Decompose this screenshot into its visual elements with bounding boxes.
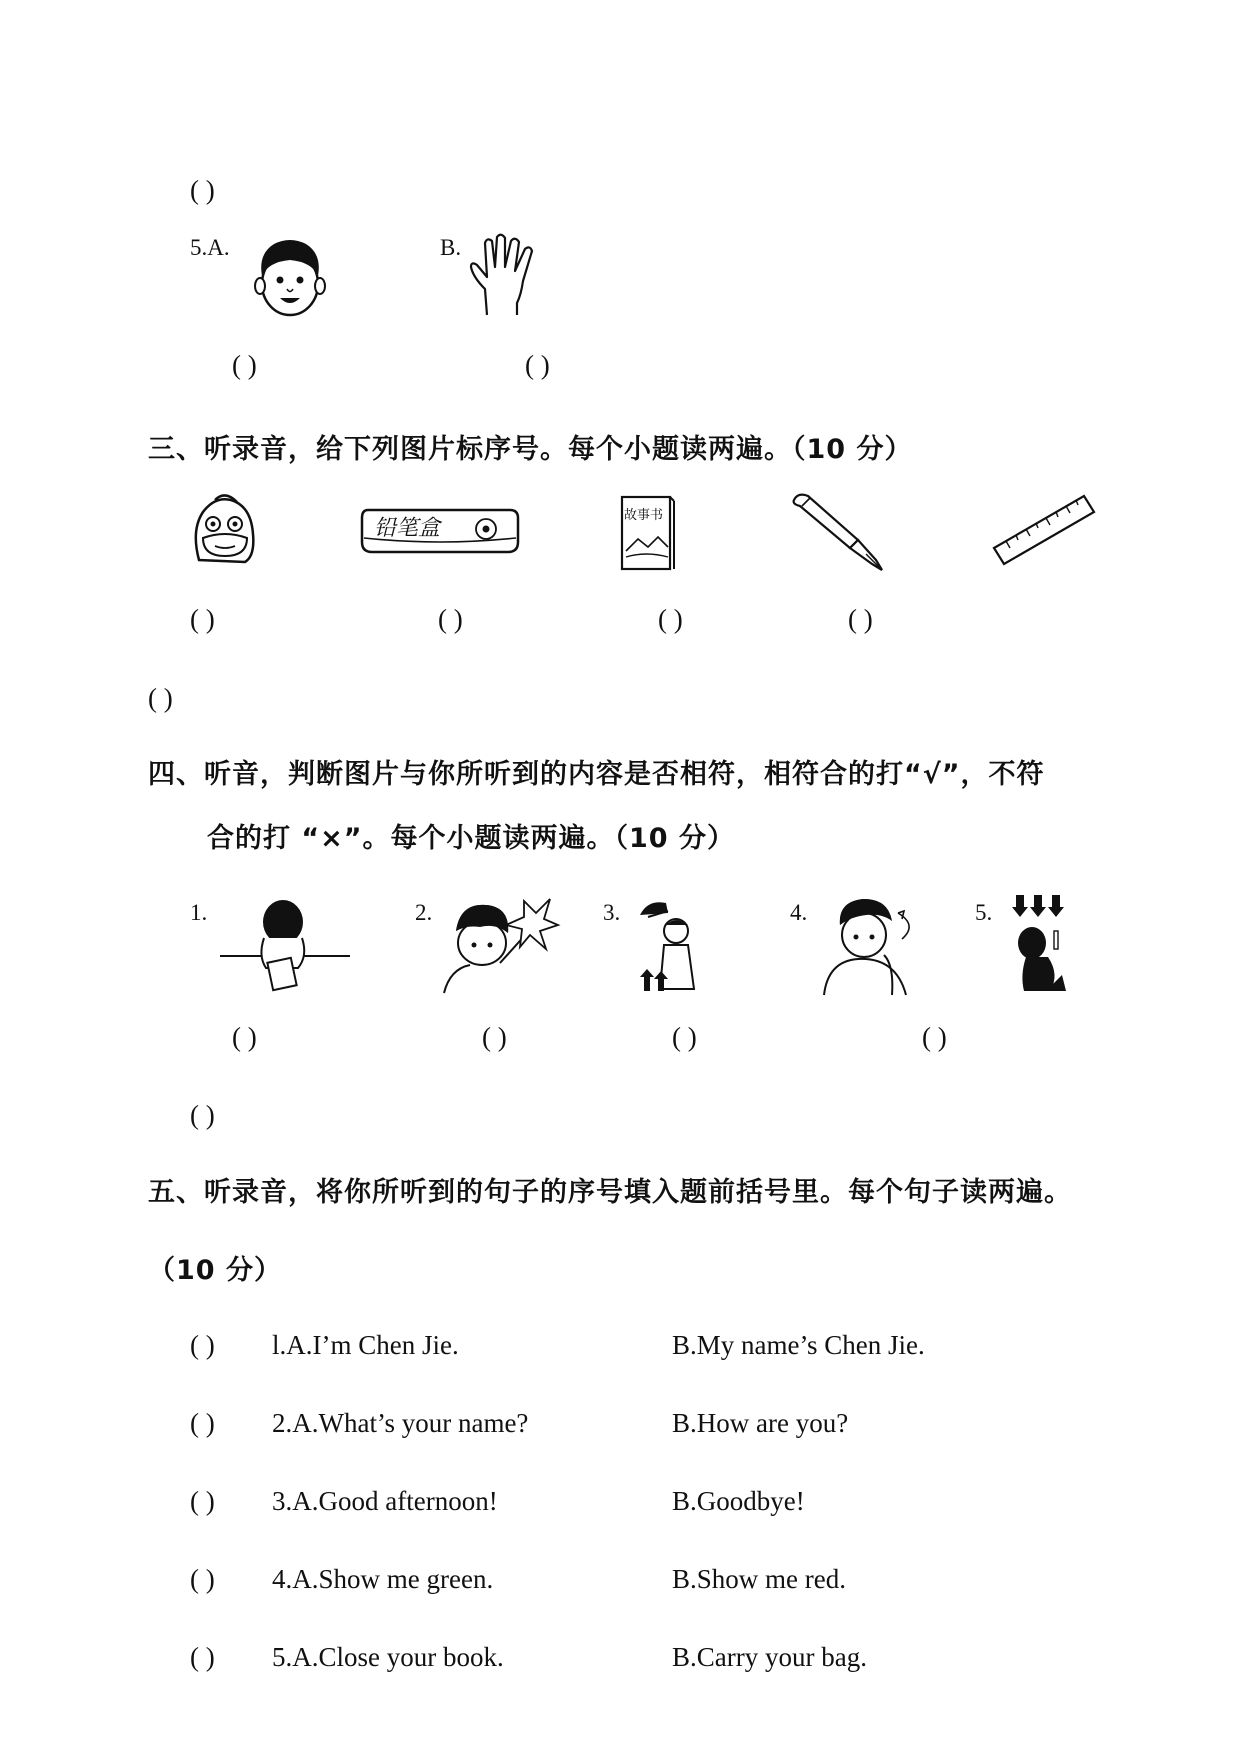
sentence-4-option-a: 4.A.Show me green. <box>272 1564 494 1594</box>
sentence-5-option-a: 5.A.Close your book. <box>272 1642 504 1672</box>
section-4-heading-line-2: 合的打 “×”。每个小题读两遍。（10 分） <box>207 823 735 854</box>
backpack-icon <box>185 490 265 570</box>
boy-carrying-bag-icon <box>818 895 923 1000</box>
boy-pointing-icon <box>440 893 565 998</box>
sentence-5-option-b: B.Carry your bag. <box>672 1642 867 1672</box>
sentence-1-option-b: B.My name’s Chen Jie. <box>672 1330 925 1360</box>
sentence-2-option-a: 2.A.What’s your name? <box>272 1408 529 1438</box>
sentence-1-bracket: ( ) <box>190 1330 215 1360</box>
q5-option-a-label: 5.A. <box>190 235 230 260</box>
item-5-answer-bracket: ( ) <box>148 683 173 713</box>
sentence-4-option-b: B.Show me red. <box>672 1564 846 1594</box>
item-2-answer-bracket: ( ) <box>438 604 463 634</box>
section-3-heading: 三、听录音，给下列图片标序号。每个小题读两遍。（10 分） <box>148 434 913 465</box>
q2-label: 2. <box>415 900 433 925</box>
section-5-heading-line-1: 五、听录音，将你所听到的句子的序号填入题前括号里。每个句子读两遍。 <box>148 1177 1072 1208</box>
q4-answer-bracket: ( ) <box>922 1022 947 1052</box>
sentence-1-option-a: l.A.I’m Chen Jie. <box>272 1330 459 1360</box>
q5-option-b-label: B. <box>440 235 462 260</box>
fountain-pen-icon <box>788 490 893 575</box>
q5-answer-bracket: ( ) <box>190 1100 215 1130</box>
item-4-answer-bracket: ( ) <box>848 604 873 634</box>
sentence-3-bracket: ( ) <box>190 1486 215 1516</box>
q3-label: 3. <box>603 900 621 925</box>
sentence-5-bracket: ( ) <box>190 1642 215 1672</box>
q1-label: 1. <box>190 900 208 925</box>
q5-label: 5. <box>975 900 993 925</box>
item-3-answer-bracket: ( ) <box>658 604 683 634</box>
pencil-box-icon <box>360 502 525 562</box>
q3-answer-bracket: ( ) <box>672 1022 697 1052</box>
sentence-4-bracket: ( ) <box>190 1564 215 1594</box>
hand-icon <box>465 233 545 318</box>
boy-with-cap-icon <box>638 895 713 1000</box>
sentence-3-option-b: B.Goodbye! <box>672 1486 805 1516</box>
ruler-icon <box>990 490 1100 570</box>
sentence-2-option-b: B.How are you? <box>672 1408 849 1438</box>
q5-a-answer-bracket: ( ) <box>232 350 257 380</box>
answer-bracket: ( ) <box>190 175 215 205</box>
q5-b-answer-bracket: ( ) <box>525 350 550 380</box>
girl-sitting-down-icon <box>1010 895 1080 1000</box>
sentence-2-bracket: ( ) <box>190 1408 215 1438</box>
item-1-answer-bracket: ( ) <box>190 604 215 634</box>
boy-face-icon <box>250 234 330 319</box>
storybook-icon <box>618 493 678 573</box>
q1-answer-bracket: ( ) <box>232 1022 257 1052</box>
sentence-3-option-a: 3.A.Good afternoon! <box>272 1486 498 1516</box>
q2-answer-bracket: ( ) <box>482 1022 507 1052</box>
section-4-heading-line-1: 四、听音，判断图片与你所听到的内容是否相符，相符合的打“√”，不符 <box>148 759 1045 790</box>
girl-writing-icon <box>218 898 353 993</box>
q4-label: 4. <box>790 900 808 925</box>
pencil-box-label: 铅笔盒 <box>374 516 441 541</box>
storybook-label: 故事书 <box>624 508 664 523</box>
section-5-heading-line-2: （10 分） <box>148 1255 282 1286</box>
